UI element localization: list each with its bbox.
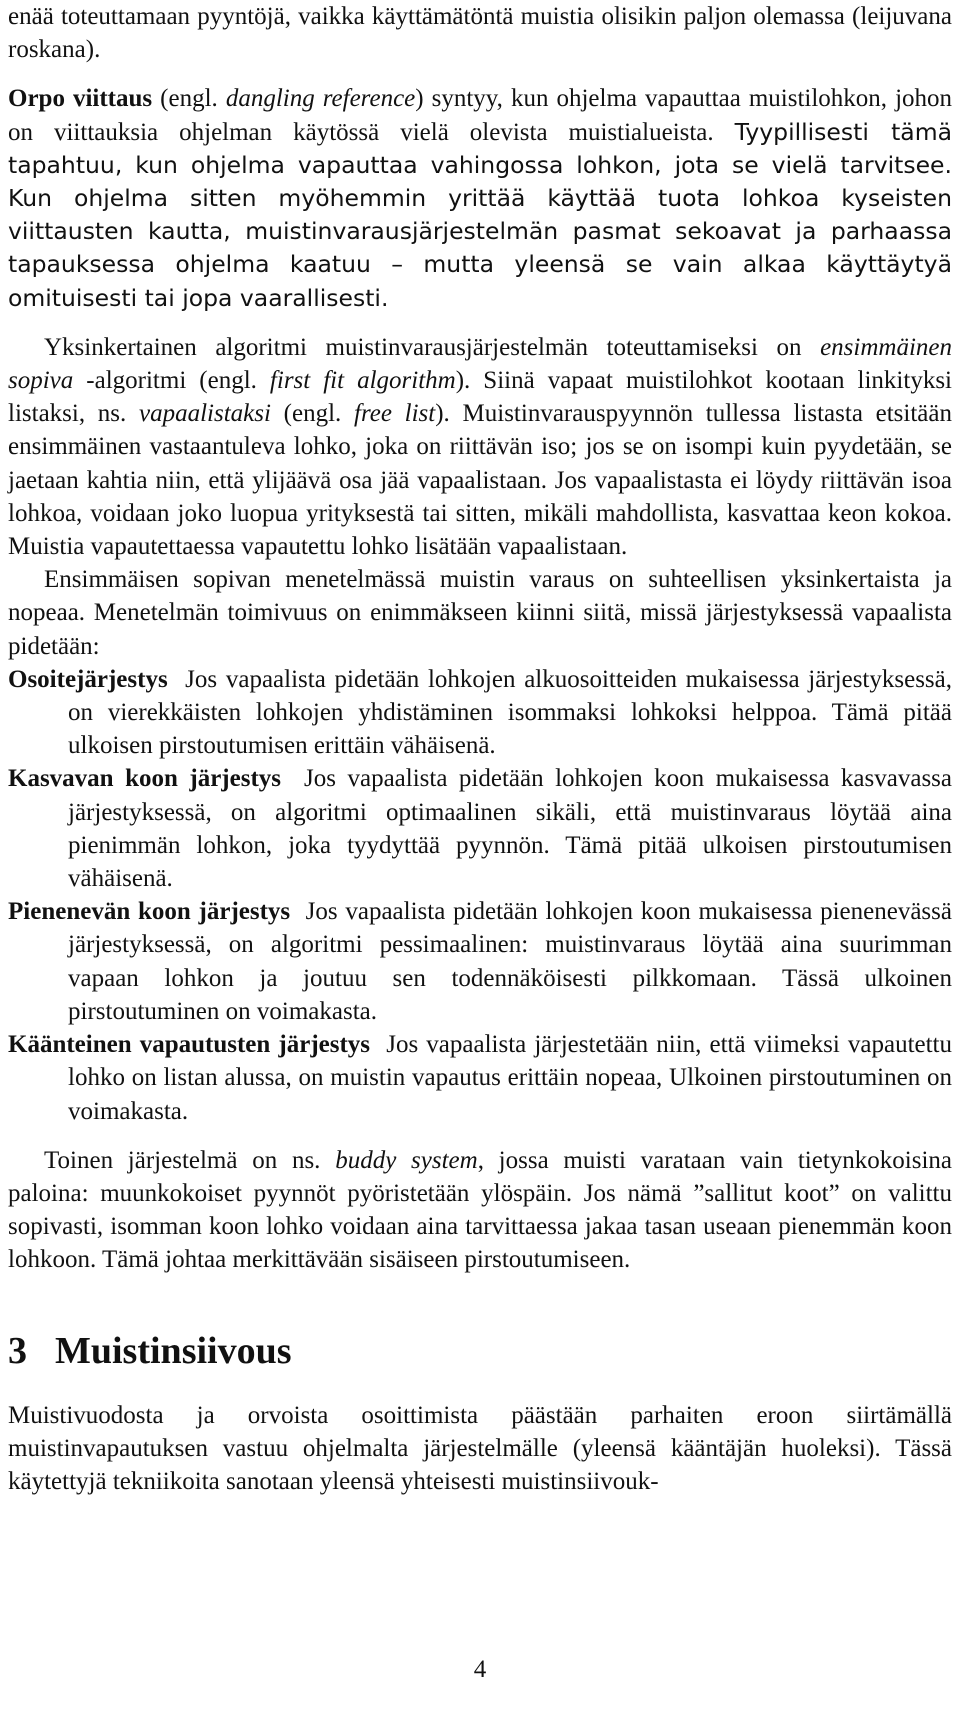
text: -algoritmi (engl. <box>73 367 270 395</box>
description-term: Osoitejärjestys <box>8 665 168 693</box>
text: Toinen järjestelmä on ns. <box>44 1146 336 1174</box>
description-body <box>8 663 952 763</box>
section-number: 3 <box>8 1329 27 1372</box>
section-heading <box>8 1329 952 1373</box>
description-body <box>8 895 952 1028</box>
description-item <box>8 762 952 895</box>
term-free-list-en: free list <box>354 400 436 428</box>
description-text: Jos vapaalista järjestetään niin, että viimeksi vapautettu lohko on listan alussa, on muistin vapautus erittäin nopeaa, Ulkoinen pirstoutuminen on voimakasta. <box>68 1031 953 1125</box>
section-title: Muistinsiivous <box>55 1329 292 1372</box>
term-first-fit: ensimmäinen sopiva <box>8 333 952 395</box>
paragraph-final: Muistivuodosta ja orvoista osoittimista päästään parhaiten eroon siirtämällä muistinvapautuksen vastuu ohjelmalta järjestelmälle (yleensä kääntäjän huoleksi). Tässä käytettyjä tekniikoita sanotaan yleensä yhteisesti muistinsiivouk- <box>8 1401 952 1495</box>
description-body <box>8 1028 952 1128</box>
paragraph-buddy-system <box>8 1144 952 1277</box>
term-dangling-reference: Orpo viittaus <box>8 85 153 113</box>
text: , jossa muisti varataan vain tietynkokoisina paloina: muunkokoiset pyynnöt pyöristetään ylöspäin. Jos nämä ”sallitut koot” on valittu sopivasti, isomman koon lohko voidaan aina tarvittaessa jakaa tasan useaan pienemmän koon lohkoon. Tämä johtaa merkittävään sisäiseen pirstoutumiseen. <box>8 1146 953 1274</box>
description-text: Jos vapaalista pidetään lohkojen koon mukaisessa kasvavassa järjestyksessä, on algoritmi optimaalinen sikäli, että muistinvaraus löytää aina pienimmän lohkon, joka tyydyttää pyynnön. Tämä pitää ulkoisen pirstoutumisen vähäisenä. <box>68 765 953 893</box>
text: ). Siinä vapaat muistilohkot kootaan linkityksi listaksi, ns. <box>8 367 952 428</box>
page-number: 4 <box>473 1656 487 1683</box>
paragraph-dangling-reference <box>8 82 952 314</box>
text: Yksinkertainen algoritmi muistinvarausjärjestelmän toteuttamiseksi on <box>44 333 821 361</box>
description-body <box>8 762 952 895</box>
description-item <box>8 1028 952 1128</box>
description-term: Kasvavan koon järjestys <box>8 765 282 793</box>
description-term: Käänteinen vapautusten järjestys <box>8 1031 371 1059</box>
description-term: Pienenevän koon järjestys <box>8 898 291 926</box>
paragraph-first-fit <box>8 331 952 563</box>
text: ) syntyy, kun ohjelma vapauttaa muistilohkon, johon on viittauksia ohjelman käytössä vielä olevista muistialueista. <box>8 85 953 146</box>
term-first-fit-en: first fit algorithm <box>269 367 456 395</box>
term-english: dangling reference <box>225 85 416 113</box>
description-text: Jos vapaalista pidetään lohkojen alkuosoitteiden mukaisessa järjestyksessä, on vierekkäisten lohkojen yhdistäminen isommaksi lohkoksi helppoa. Tämä pitää ulkoisen pirstoutumisen erittäin vähäisenä. <box>68 665 953 760</box>
document-page <box>8 0 952 1498</box>
description-item <box>8 895 952 1028</box>
sans-serif-text: Tyypillisesti tämä tapahtuu, kun ohjelma vapauttaa vahingossa lohkon, jota se vielä tarvitsee. Kun ohjelma sitten myöhemmin yrittää käyttää tuota lohkoa kyseisten viittausten kautta, muistinvarausjärjestelmän pasmat sekoavat ja parhaassa tapauksessa ohjelma kaatuu – mutta yleensä se vain alkaa käyttäytyä omituisesti tai jopa vaarallisesti. <box>8 117 952 312</box>
description-text: Jos vapaalista pidetään lohkojen koon mukaisessa pienenevässä järjestyksessä, on algoritmi pessimaalinen: muistinvaraus löytää aina suurimman vapaan lohkon ja joutuu sen todennäköisesti pilkkomaan. Tässä ulkoinen pirstoutuminen on voimakasta. <box>68 898 952 1025</box>
text: ). Muistinvarauspyynnön tullessa listasta etsitään ensimmäinen vastaantuleva lohko, joka on riittävän iso; jos se on isompi kuin pyydetään, se jaetaan kahtia niin, että ylijäävä osa jää vapaalistaan. Jos vapaalistasta ei löydy riittävän isoa lohkoa, voidaan joko luopua yrityksestä tai sitten, mikäli mahdollista, kasvattaa keon kokoa. Muistia vapautettaessa vapautettu lohko lisätään vapaalistaan. <box>8 400 952 561</box>
term-buddy-system: buddy system <box>335 1146 478 1174</box>
term-free-list: vapaalistaksi <box>139 400 271 428</box>
paragraph-order: Ensimmäisen sopivan menetelmässä muistin varaus on suhteellisen yksinkertaista ja nopeaa. Menetelmän toimivuus on enimmäkseen kiinni siitä, missä järjestyksessä vapaalista pidetään: <box>8 566 952 660</box>
paragraph-intro: enää toteuttamaan pyyntöjä, vaikka käyttämätöntä muistia olisikin paljon olemassa (leijuvana roskana). <box>8 3 952 64</box>
text: (engl. <box>270 400 354 428</box>
text: (engl. <box>152 85 226 113</box>
description-item <box>8 663 952 763</box>
